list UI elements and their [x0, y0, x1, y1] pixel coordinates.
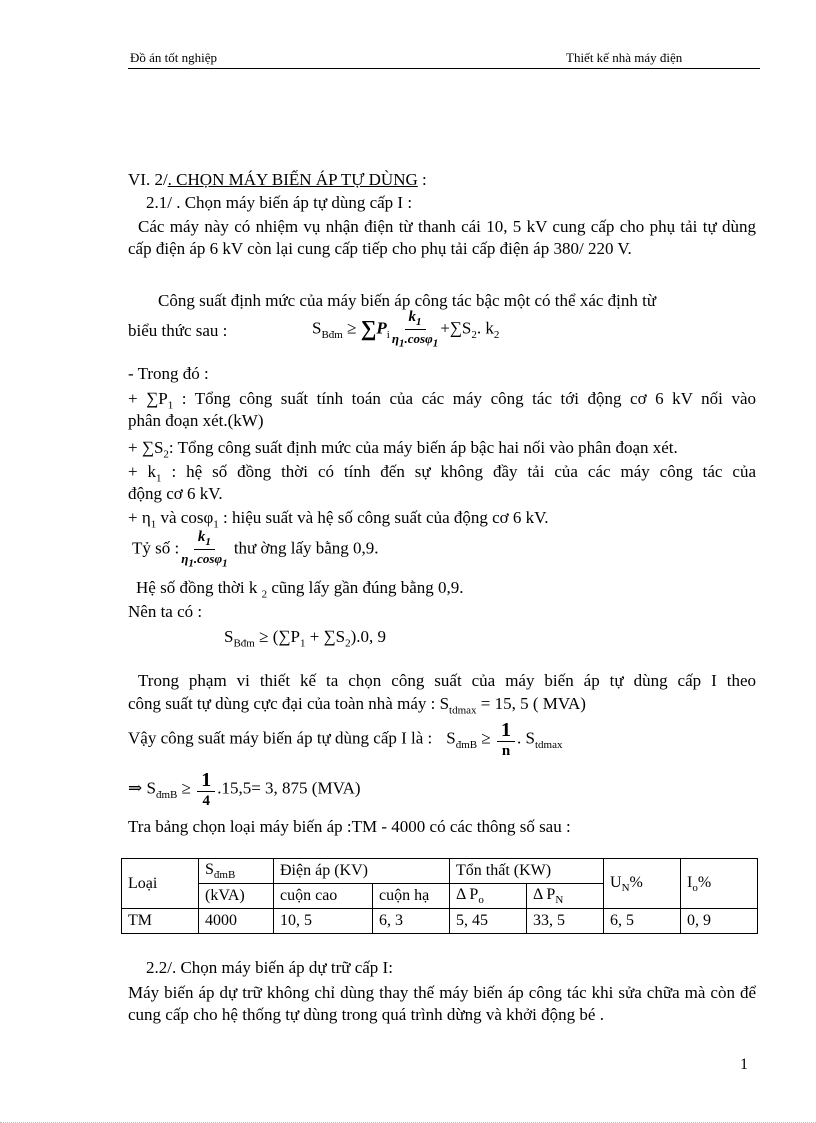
where-item-k1: + $k_1$ : hệ số đồng thời có tính đến sự không đầy tải của các máy công tác của [128, 462, 757, 485]
cell-high: 10, 5 [274, 909, 373, 934]
table-header-row [122, 859, 758, 884]
header-io: $I_o\%$ [681, 859, 758, 909]
header-voltage: Điện áp (KV) [274, 859, 450, 884]
header-loss: Tổn thất (KW) [450, 859, 604, 884]
where-item-k1-cont: động cơ 6 kV. [128, 484, 223, 503]
cell-low: 6, 3 [373, 909, 450, 934]
paragraph-2-line-1: Công suất định mức của máy biến áp công tác bậc một có thể xác định từ [158, 291, 657, 310]
therefore-line: Nên ta có : [128, 602, 203, 621]
where-item-s2: + $\sum S_2$: Tổng công suất định mức của máy biến áp bậc hai nối vào phân đoạn xét. [128, 438, 678, 461]
header-right: Thiết kế nhà máy điện [566, 50, 683, 65]
fraction-1-over-n: $\frac{1}{n}$ [497, 720, 515, 759]
cell-io: 0, 9 [681, 909, 758, 934]
paragraph-2-line-2: biểu thức sau : [128, 321, 228, 340]
cell-pn: 33, 5 [527, 909, 604, 934]
cell-type: TM [122, 909, 199, 934]
formula-result: ⇒ $S_{đmB}$ ≥ $\frac{1}{4}$ .15,5= 3, 875 (MVA) [128, 769, 361, 809]
formula-capacity-tdmax: Vậy công suất máy biến áp tự dùng cấp I là : $S_{đmB}$ ≥ $\frac{1}{n}$ . $S_{tdmax}$ [128, 719, 563, 759]
header-s: $S_{đmB}$ [199, 859, 274, 884]
lookup-line: Tra bảng chọn loại máy biến áp :TM - 4000 có các thông số sau : [128, 817, 571, 836]
ratio-line: Tỷ số : $\frac{k_1}{\eta_1.\cos\varphi_1}$ thư ờng lấy bằng 0,9. [132, 529, 379, 570]
header-rule [128, 68, 760, 69]
cell-s: 4000 [199, 909, 274, 934]
section-title: VI. 2/. CHỌN MÁY BIẾN ÁP TỰ DÙNG : [128, 170, 427, 189]
where-item-p1-cont: phân đoạn xét.(kW) [128, 411, 264, 430]
header-un: $U_N\%$ [604, 859, 681, 909]
header-type: Loại [122, 859, 199, 909]
transformer-spec-table [121, 858, 758, 934]
header-p0: Δ $P_o$ [450, 884, 527, 909]
header-s-unit: (kVA) [199, 884, 274, 909]
subsection-1-title: 2.1/ . Chọn máy biến áp tự dùng cấp I : [146, 193, 413, 212]
header-high-winding: cuộn cao [274, 884, 373, 909]
k2-line: Hệ số đồng thời k $_2$ cũng lấy gần đúng bằng 0,9. [136, 578, 464, 601]
paragraph-4: Máy biến áp dự trữ không chỉ dùng thay thế máy biến áp công tác khi sửa chữa mà còn để cung cấp cho hệ thống tự dùng trong quá trình dừng và khởi động bé . [128, 983, 756, 1025]
table-row [122, 909, 758, 934]
where-item-eta-cos: + $\eta_1$ và cosφ$_1$ : hiệu suất và hệ số công suất của động cơ 6 kV. [128, 508, 549, 531]
fraction-ratio: $\frac{k_1}{\eta_1.\cos\varphi_1}$ [181, 529, 228, 570]
formula-sbdm: $S_{Bđm} \ge (\sum P_1 + \sum S_2).0$, 9 [224, 627, 387, 650]
header-left: Đồ án tốt nghiệp [130, 50, 218, 65]
formula-transformer-capacity: $S_{Bđm} \ge \sum P_i$ $\frac{k_1}{\eta_1.\cos\varphi_1}$ $+\sum S_2$. $k_2$ [312, 309, 500, 350]
paragraph-3-line-1: Trong phạm vi thiết kế ta chọn công suất của máy biến áp tự dùng cấp I theo [138, 671, 756, 690]
subsection-2-title: 2.2/. Chọn máy biến áp dự trữ cấp I: [146, 958, 393, 977]
paragraph-3-line-2: công suất tự dùng cực đại của toàn nhà máy : $S_{tdmax} = 15$, 5 ( MVA) [128, 694, 586, 717]
fraction-1-over-4: $\frac{1}{4}$ [197, 770, 215, 809]
fraction-k1-over-eta-cos: $\frac{k_1}{\eta_1.\cos\varphi_1}$ [391, 309, 439, 350]
where-item-p1: + $\sum P_1$ : Tổng công suất tính toán của các máy công tác tới động cơ 6 kV nối vào [128, 389, 756, 412]
header-pn: Δ $P_N$ [527, 884, 604, 909]
cell-p0: 5, 45 [450, 909, 527, 934]
paragraph-1: Các máy này có nhiệm vụ nhận điện từ thanh cái 10, 5 kV cung cấp cho phụ tải tự dùng cấp điện áp 6 kV còn lại cung cấp tiếp cho phụ tải cấp điện áp 380/ 220 V. [128, 217, 756, 259]
where-title: - Trong đó : [128, 364, 209, 383]
page-number: 1 [740, 1056, 748, 1073]
header-low-winding: cuộn hạ [373, 884, 450, 909]
cell-un: 6, 5 [604, 909, 681, 934]
